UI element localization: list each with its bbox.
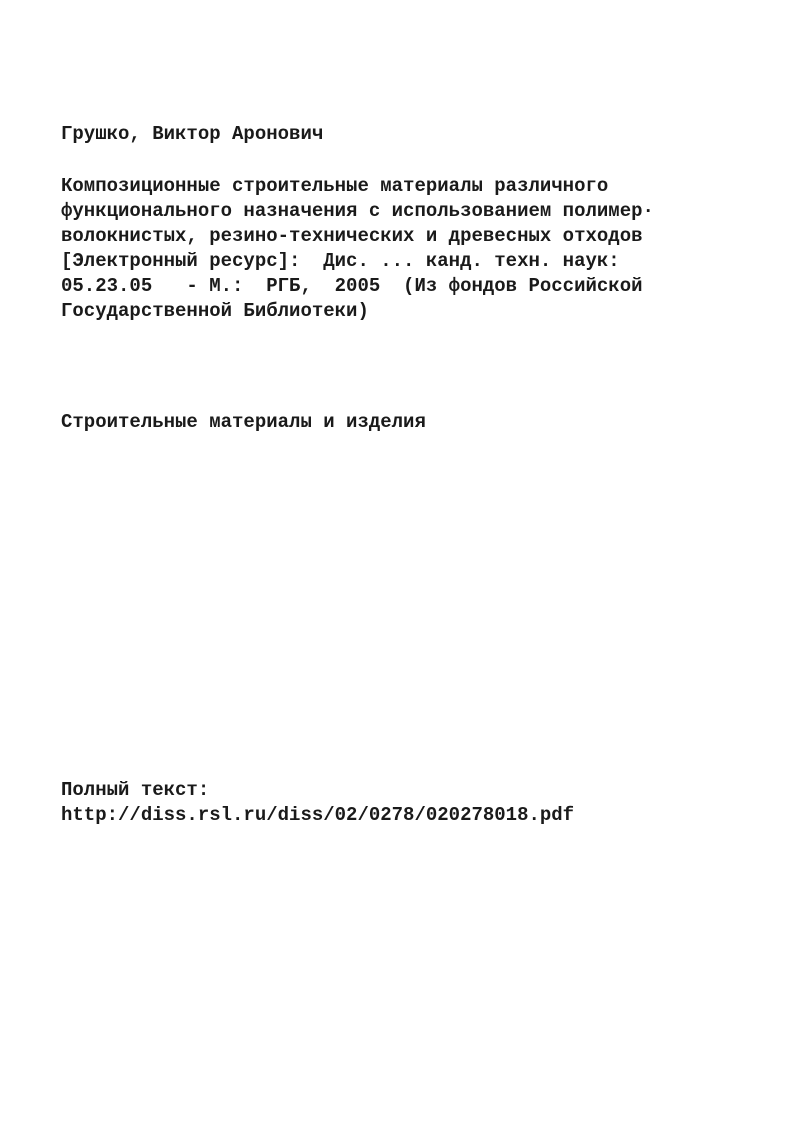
record-line: Композиционные строительные материалы различного xyxy=(61,175,609,197)
full-text-label: Полный текст: xyxy=(61,779,210,801)
record-line: волокнистых, резино-технических и древесных отходов xyxy=(61,225,643,247)
subject-heading: Строительные материалы и изделия xyxy=(61,411,426,433)
record-line: [Электронный ресурс]: Дис. ... канд. техн. наук: xyxy=(61,250,620,272)
author-name: Грушко, Виктор Аронович xyxy=(61,123,324,145)
record-line: 05.23.05 - М.: РГБ, 2005 (Из фондов Российской xyxy=(61,275,643,297)
record-line: Государственной Библиотеки) xyxy=(61,300,369,322)
record-line: функционального назначения с использованием полимер· xyxy=(61,200,654,222)
full-text-link[interactable]: http://diss.rsl.ru/diss/02/0278/020278018.pdf xyxy=(61,804,575,826)
